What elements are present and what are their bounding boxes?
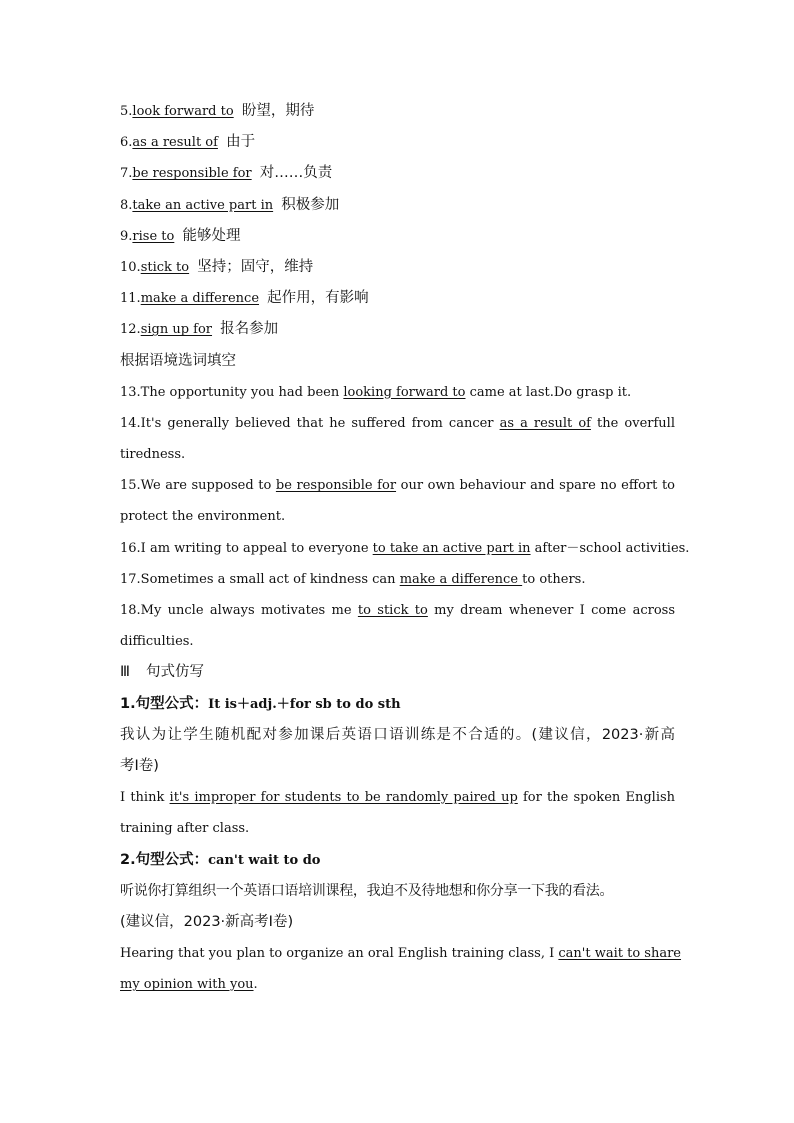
vocab-item-8 xyxy=(120,190,675,221)
sentence-text: my dream whenever I come across xyxy=(427,603,675,618)
pattern-2-english xyxy=(120,938,682,969)
sentence-text: Hearing that you plan to organize an oral English training class, I xyxy=(120,946,559,962)
answer-phrase: to stick to xyxy=(357,603,428,618)
sentence-18 xyxy=(120,595,675,626)
chinese-meaning: 对……负责 xyxy=(259,165,333,182)
answer-phrase: be responsible for xyxy=(275,478,397,494)
item-number: 11. xyxy=(120,291,141,307)
section-3-heading xyxy=(120,657,675,688)
chinese-meaning: 盼望，期待 xyxy=(241,103,315,119)
item-number: 9. xyxy=(120,228,133,244)
sentence-text: to others. xyxy=(522,571,586,587)
sentence-14 xyxy=(120,408,675,439)
pattern-1-english xyxy=(120,782,675,813)
answer-phrase: it's improper for students to be randomly paired up xyxy=(169,790,518,806)
chinese-meaning: 起作用，有影响 xyxy=(267,290,369,307)
vocab-item-9 xyxy=(120,221,675,252)
chinese-meaning: 报名参加 xyxy=(220,321,279,338)
item-number: 8. xyxy=(120,197,133,213)
vocab-item-11 xyxy=(120,283,675,314)
answer-phrase: make a difference xyxy=(399,571,523,587)
chinese-meaning: 能够处理 xyxy=(182,227,241,244)
sentence-16 xyxy=(120,533,690,564)
answer-phrase: stick to xyxy=(140,259,190,275)
pattern-1-chinese-cont: 考Ⅰ卷) xyxy=(120,757,159,774)
answer-phrase: make a difference xyxy=(140,291,260,307)
sentence-text: 15.We are supposed to xyxy=(120,478,276,494)
sentence-text: 17.Sometimes a small act of kindness can xyxy=(120,571,400,587)
section-title: 句式仿写 xyxy=(146,664,204,681)
answer-phrase: as a result of xyxy=(132,135,218,151)
sentence-15-cont: protect the environment. xyxy=(120,509,286,525)
vocab-item-5 xyxy=(120,96,675,127)
vocab-item-7 xyxy=(120,158,675,189)
vocab-item-12 xyxy=(120,314,675,345)
chinese-meaning: 由于 xyxy=(226,134,256,151)
sentence-text: came at last.Do grasp it. xyxy=(465,384,632,400)
answer-phrase: looking forward to xyxy=(343,384,466,400)
sentence-text: the overfull xyxy=(590,415,675,431)
sentence-14-cont: tiredness. xyxy=(120,447,186,463)
vocab-item-10 xyxy=(120,252,675,283)
item-number: 6. xyxy=(120,135,133,151)
answer-phrase: rise to xyxy=(132,228,175,244)
answer-phrase: to take an active part in xyxy=(372,540,531,556)
item-number: 5. xyxy=(120,104,133,119)
sentence-text: 18.My uncle always motivates me xyxy=(120,603,358,618)
pattern-2-chinese: 听说你打算组织一个英语口语培训课程，我迫不及待地想和你分享一下我的看法。 xyxy=(120,882,614,899)
sentence-text: . xyxy=(253,977,258,993)
item-number: 7. xyxy=(120,166,133,182)
sentence-text: after－school activities. xyxy=(530,540,690,556)
pattern-label: 2.句型公式： xyxy=(120,851,209,868)
sentence-13 xyxy=(120,377,675,408)
sentence-17 xyxy=(120,564,675,595)
answer-phrase: can't wait to share xyxy=(558,946,682,962)
chinese-meaning: 坚持；固守，维持 xyxy=(197,258,314,275)
sentence-15 xyxy=(120,470,675,501)
sentence-text: for the spoken English xyxy=(517,790,676,806)
item-number: 12. xyxy=(120,322,141,338)
section-numeral: Ⅲ xyxy=(120,664,130,681)
answer-phrase: be responsible for xyxy=(132,166,252,182)
fill-blank-heading: 根据语境选词填空 xyxy=(120,352,236,369)
sentence-text: 13.The opportunity you had been xyxy=(120,384,344,400)
worksheet-page xyxy=(120,96,690,1000)
pattern-1-heading xyxy=(120,689,675,720)
pattern-2-heading xyxy=(120,845,675,876)
answer-phrase: my opinion with you xyxy=(120,977,254,993)
sentence-text: 14.It's generally believed that he suffered from cancer xyxy=(120,415,500,431)
answer-phrase: take an active part in xyxy=(132,197,274,213)
sentence-text: I think xyxy=(120,790,170,806)
sentence-18-cont: difficulties. xyxy=(120,634,194,650)
sentence-text: our own behaviour and spare no effort to xyxy=(396,478,676,494)
item-number: 10. xyxy=(120,259,141,275)
pattern-2-english-cont xyxy=(120,969,675,1000)
answer-phrase: sign up for xyxy=(140,322,213,338)
chinese-meaning: 积极参加 xyxy=(281,196,340,213)
vocab-item-6 xyxy=(120,127,675,158)
pattern-formula: can't wait to do xyxy=(208,852,321,868)
pattern-label: 1.句型公式： xyxy=(120,695,209,712)
pattern-1-chinese: 我认为让学生随机配对参加课后英语口语训练是不合适的。(建议信，2023·新高 xyxy=(120,726,675,743)
answer-phrase: as a result of xyxy=(499,415,591,431)
sentence-text: 16.I am writing to appeal to everyone xyxy=(120,540,373,556)
pattern-formula: It is＋adj.＋for sb to do sth xyxy=(208,696,401,712)
pattern-1-english-cont: training after class. xyxy=(120,821,250,837)
answer-phrase: look forward to xyxy=(132,104,234,119)
pattern-2-chinese-cont: (建议信，2023·新高考Ⅰ卷) xyxy=(120,913,294,930)
